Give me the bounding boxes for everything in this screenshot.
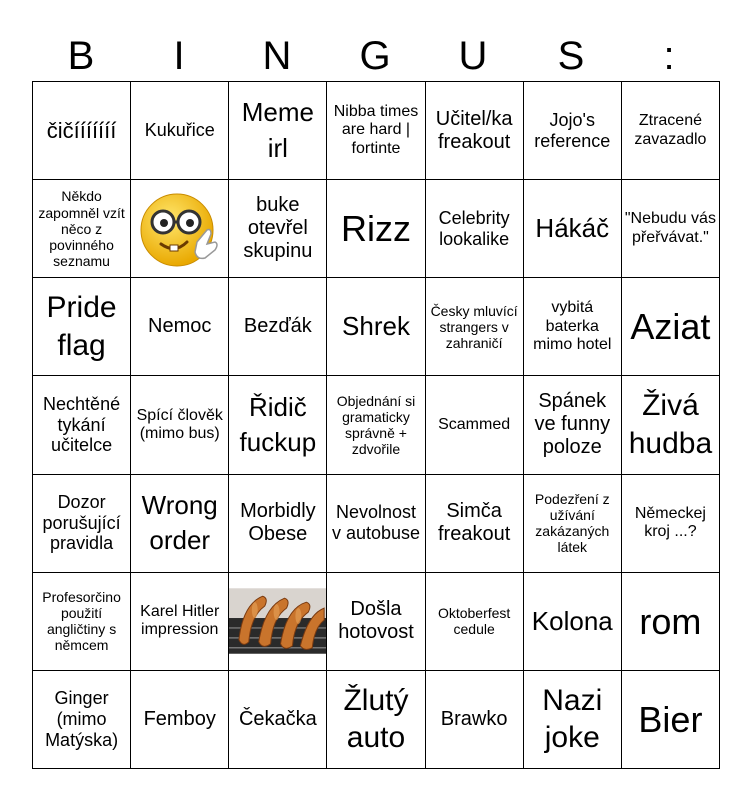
bingo-cell: Morbidly Obese xyxy=(229,475,327,573)
bingo-cell: Česky mluvící strangers v zahraničí xyxy=(426,278,524,376)
bingo-cell: Bezďák xyxy=(229,278,327,376)
bingo-cell: Spící člověk (mimo bus) xyxy=(131,376,229,474)
title-letter-n: N xyxy=(262,34,292,78)
bingo-cell: Brawko xyxy=(426,671,524,769)
bingo-cell: Jojo's reference xyxy=(524,82,622,180)
bingo-cell-sausages xyxy=(229,573,327,671)
bingo-cell-nerd-emoji xyxy=(131,180,229,278)
bingo-cell: Wrong order xyxy=(131,475,229,573)
bingo-cell: Bier xyxy=(622,671,720,769)
bingo-cell: Nazi joke xyxy=(524,671,622,769)
bingo-cell: Nibba times are hard | fortinte xyxy=(327,82,425,180)
bingo-cell: Čekačka xyxy=(229,671,327,769)
bingo-cell: rom xyxy=(622,573,720,671)
title-letter-u: U xyxy=(458,34,488,78)
bingo-cell: Karel Hitler impression xyxy=(131,573,229,671)
bingo-title xyxy=(32,30,718,82)
bingo-cell: Německej kroj ...? xyxy=(622,475,720,573)
bingo-cell: Profesorčino použití angličtiny s němcem xyxy=(33,573,131,671)
grilled-sausages-image xyxy=(229,588,326,654)
bingo-cell: Rizz xyxy=(327,180,425,278)
bingo-cell: Nevolnost v autobuse xyxy=(327,475,425,573)
bingo-cell: Meme irl xyxy=(229,82,327,180)
bingo-cell: Nemoc xyxy=(131,278,229,376)
title-letter-i: I xyxy=(173,34,185,78)
title-letter-g: G xyxy=(359,34,391,78)
bingo-cell: Shrek xyxy=(327,278,425,376)
bingo-cell: Kukuřice xyxy=(131,82,229,180)
bingo-cell: Celebrity lookalike xyxy=(426,180,524,278)
bingo-cell: Spánek ve funny poloze xyxy=(524,376,622,474)
bingo-cell: Hákáč xyxy=(524,180,622,278)
bingo-grid xyxy=(32,81,720,769)
bingo-cell: Femboy xyxy=(131,671,229,769)
nerd-face-icon xyxy=(135,184,225,274)
bingo-cell: čičííííííí xyxy=(33,82,131,180)
bingo-cell: Někdo zapomněl vzít něco z povinného seznamu xyxy=(33,180,131,278)
bingo-cell: Ginger (mimo Matýska) xyxy=(33,671,131,769)
bingo-cell: Pride flag xyxy=(33,278,131,376)
bingo-cell: vybitá baterka mimo hotel xyxy=(524,278,622,376)
bingo-cell: Aziat xyxy=(622,278,720,376)
bingo-cell: Ztracené zavazadlo xyxy=(622,82,720,180)
title-letter-b: B xyxy=(67,34,95,78)
bingo-cell: buke otevřel skupinu xyxy=(229,180,327,278)
bingo-cell: "Nebudu vás přeřvávat." xyxy=(622,180,720,278)
bingo-cell: Dozor porušující pravidla xyxy=(33,475,131,573)
bingo-cell: Podezření z užívání zakázaných látek xyxy=(524,475,622,573)
bingo-cell: Simča freakout xyxy=(426,475,524,573)
bingo-cell: Učitel/ka freakout xyxy=(426,82,524,180)
bingo-cell: Řidič fuckup xyxy=(229,376,327,474)
bingo-cell: Oktoberfest cedule xyxy=(426,573,524,671)
title-letter-colon: : xyxy=(663,34,675,78)
title-letter-s: S xyxy=(557,34,585,78)
bingo-cell: Scammed xyxy=(426,376,524,474)
bingo-cell: Objednání si gramaticky správně + zdvořile xyxy=(327,376,425,474)
bingo-cell: Živá hudba xyxy=(622,376,720,474)
bingo-cell: Žlutý auto xyxy=(327,671,425,769)
bingo-cell: Kolona xyxy=(524,573,622,671)
bingo-cell: Došla hotovost xyxy=(327,573,425,671)
bingo-cell: Nechtěné tykání učitelce xyxy=(33,376,131,474)
